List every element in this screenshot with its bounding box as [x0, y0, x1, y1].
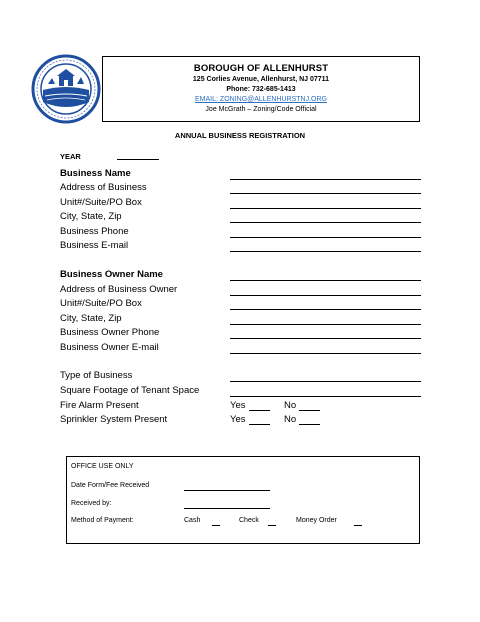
sprinkler-yes-label: Yes: [230, 414, 246, 425]
owner-name-label: Business Owner Name: [60, 269, 163, 280]
money-order-field[interactable]: [354, 525, 362, 526]
owner-city-field[interactable]: [230, 324, 421, 325]
year-field[interactable]: [117, 149, 159, 160]
business-address-label: Address of Business: [60, 182, 147, 193]
fire-alarm-yes-label: Yes: [230, 400, 246, 411]
owner-phone-field[interactable]: [230, 338, 421, 339]
borough-title: BOROUGH OF ALLENHURST: [193, 63, 329, 74]
payment-method-label: Method of Payment:: [71, 517, 134, 524]
fire-alarm-no-label: No: [284, 400, 297, 411]
cash-label: Cash: [184, 517, 201, 524]
borough-seal-icon: [31, 54, 101, 124]
check-field[interactable]: [268, 525, 276, 526]
business-address-field[interactable]: [230, 193, 421, 194]
office-use-heading: OFFICE USE ONLY: [71, 463, 134, 470]
business-unit-label: Unit#/Suite/PO Box: [60, 197, 142, 208]
fire-alarm-yes-field[interactable]: [249, 410, 270, 411]
business-phone-field[interactable]: [230, 237, 421, 238]
fire-alarm-label: Fire Alarm Present: [60, 400, 139, 411]
business-name-field[interactable]: [230, 179, 421, 180]
fire-alarm-no-field[interactable]: [299, 410, 320, 411]
owner-email-label: Business Owner E-mail: [60, 342, 159, 353]
form-title: ANNUAL BUSINESS REGISTRATION: [174, 131, 306, 140]
owner-name-field[interactable]: [230, 280, 421, 281]
business-name-label: Business Name: [60, 168, 131, 179]
received-by-label: Received by:: [71, 500, 112, 507]
header-box: [102, 56, 420, 122]
business-phone-label: Business Phone: [60, 226, 129, 237]
official-name: Joe McGrath – Zoning/Code Official: [205, 106, 317, 113]
cash-field[interactable]: [212, 525, 220, 526]
check-label: Check: [239, 517, 259, 524]
square-footage-label: Square Footage of Tenant Space: [60, 385, 200, 396]
owner-unit-field[interactable]: [230, 309, 421, 310]
owner-city-label: City, State, Zip: [60, 313, 122, 324]
owner-email-field[interactable]: [230, 353, 421, 354]
borough-phone: Phone: 732-685-1413: [226, 86, 296, 93]
sprinkler-yes-field[interactable]: [249, 424, 270, 425]
square-footage-field[interactable]: [230, 396, 421, 397]
business-email-label: Business E-mail: [60, 240, 129, 251]
sprinkler-no-field[interactable]: [299, 424, 320, 425]
sprinkler-label: Sprinkler System Present: [60, 414, 168, 425]
sprinkler-no-label: No: [284, 414, 297, 425]
year-label: YEAR: [60, 152, 81, 161]
owner-address-field[interactable]: [230, 295, 421, 296]
business-type-field[interactable]: [230, 381, 421, 382]
owner-unit-label: Unit#/Suite/PO Box: [60, 298, 142, 309]
business-email-field[interactable]: [230, 251, 421, 252]
business-unit-field[interactable]: [230, 208, 421, 209]
received-by-field[interactable]: [184, 508, 270, 509]
business-city-field[interactable]: [230, 222, 421, 223]
borough-email-link[interactable]: EMAIL: ZONING@ALLENHURSTNJ.ORG: [195, 96, 327, 103]
date-received-label: Date Form/Fee Received: [71, 482, 150, 489]
borough-address: 125 Corlies Avenue, Allenhurst, NJ 07711: [192, 76, 330, 83]
owner-address-label: Address of Business Owner: [60, 284, 178, 295]
date-received-field[interactable]: [184, 490, 270, 491]
owner-phone-label: Business Owner Phone: [60, 327, 160, 338]
business-city-label: City, State, Zip: [60, 211, 122, 222]
business-type-label: Type of Business: [60, 370, 133, 381]
money-order-label: Money Order: [296, 517, 337, 524]
